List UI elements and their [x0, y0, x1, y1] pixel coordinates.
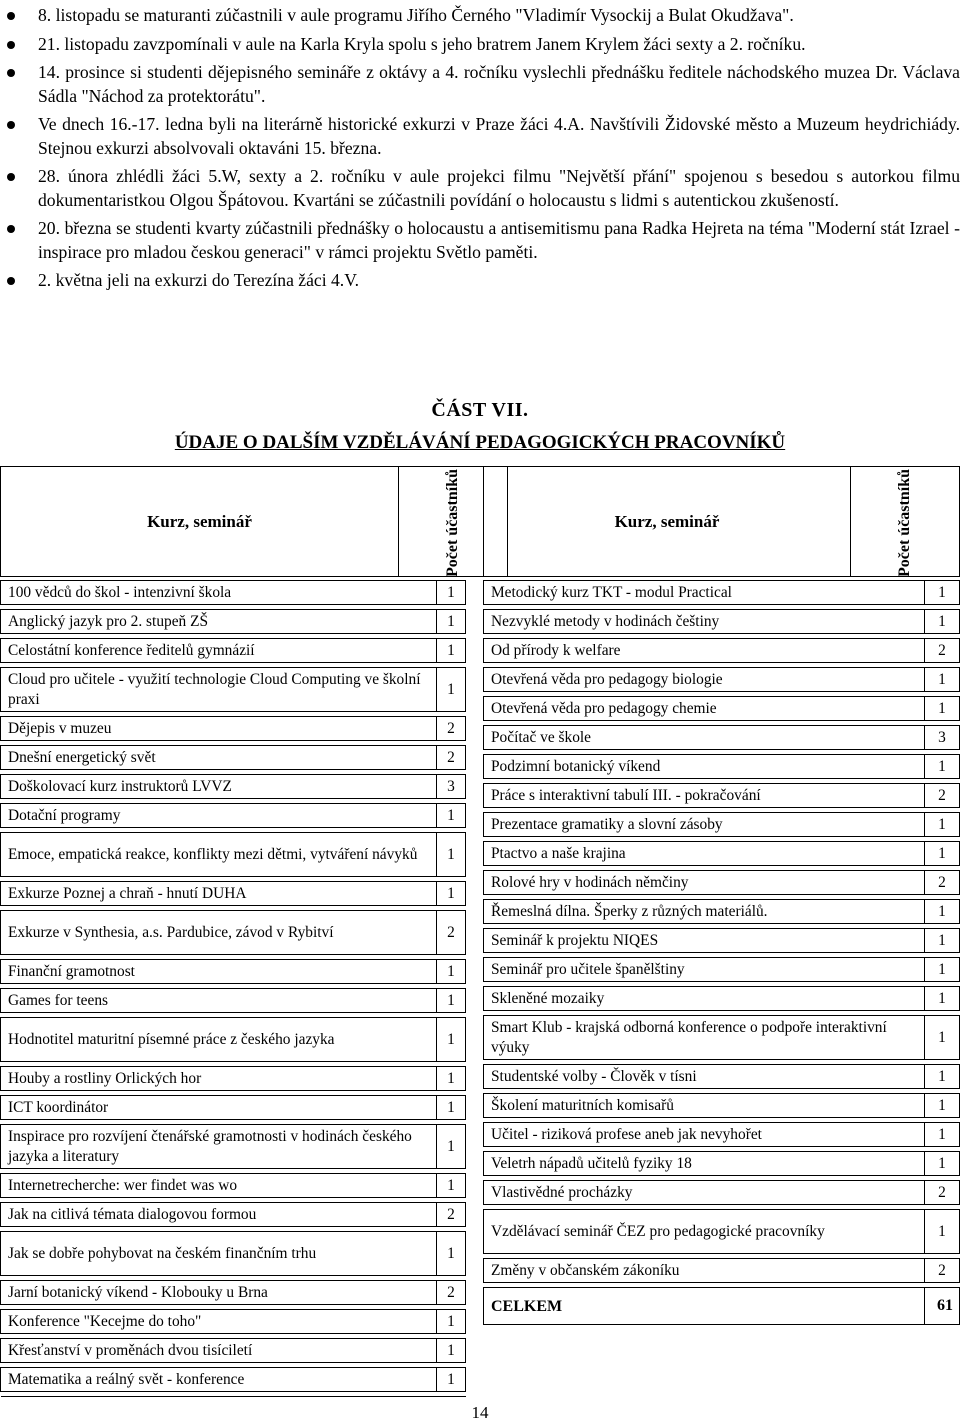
- gap-cell: [437, 1392, 466, 1397]
- course-name: Veletrh nápadů učitelů fyziky 18: [484, 1152, 925, 1176]
- participant-count: 1: [437, 1368, 466, 1392]
- table-row: [1, 989, 466, 1013]
- course-name: Internetrecherche: wer findet was wo: [1, 1174, 437, 1198]
- course-name: Rolové hry v hodinách němčiny: [484, 871, 925, 895]
- table-row: [1, 717, 466, 741]
- course-name: Smart Klub - krajská odborná konference o podpoře interaktivní výuky: [484, 1016, 925, 1060]
- course-name: Seminář pro učitele španělštiny: [484, 958, 925, 982]
- activity-item: [0, 61, 960, 108]
- table-row: [1, 960, 466, 984]
- participant-count: 1: [925, 610, 960, 634]
- participant-count: 1: [925, 842, 960, 866]
- course-name: Jarní botanický víkend - Klobouky u Brna: [1, 1281, 437, 1305]
- course-name: Studentské volby - Člověk v tísni: [484, 1065, 925, 1089]
- participant-count: 2: [925, 639, 960, 663]
- course-name: Jak se dobře pohybovat na českém finančním trhu: [1, 1232, 437, 1276]
- right-course-header: Kurz, seminář: [484, 467, 851, 577]
- bullet-icon: [7, 12, 15, 20]
- participant-count: 1: [437, 804, 466, 828]
- table-row: [1, 1310, 466, 1334]
- table-row: [1, 833, 466, 877]
- course-name: Cloud pro učitele - využití technologie Cloud Computing ve školní praxi: [1, 668, 437, 712]
- participant-count: 1: [437, 639, 466, 663]
- table-row: [484, 1123, 960, 1147]
- activity-item: [0, 33, 960, 57]
- table-row: [484, 871, 960, 895]
- table-row: [1, 1368, 466, 1392]
- participant-count: 1: [925, 958, 960, 982]
- participant-count: 2: [437, 746, 466, 770]
- table-row: [1, 746, 466, 770]
- course-name: Finanční gramotnost: [1, 960, 437, 984]
- activity-text: 2. května jeli na exkurzi do Terezína žáci 4.V.: [38, 270, 360, 290]
- activity-item: [0, 269, 960, 293]
- right-count-header: Počet účastníků: [851, 467, 960, 577]
- table-row: [484, 697, 960, 721]
- participant-count: 1: [925, 1065, 960, 1089]
- total-row: [484, 1288, 960, 1325]
- participant-count: 2: [925, 784, 960, 808]
- course-name: Matematika a reálný svět - konference: [1, 1368, 437, 1392]
- course-name: 100 vědců do škol - intenzivní škola: [1, 581, 437, 605]
- bullet-icon: [7, 69, 15, 77]
- course-name: Konference "Kecejme do toho": [1, 1310, 437, 1334]
- total-label: CELKEM: [484, 1288, 925, 1325]
- left-table-header: [0, 466, 508, 577]
- activity-text: 21. listopadu zavzpomínali v aule na Karla Kryla spolu s jeho bratrem Janem Krylem žáci sexty a 2. ročníku.: [38, 33, 806, 54]
- table-row: [484, 726, 960, 750]
- bullet-icon: [7, 225, 15, 233]
- course-name: Změny v občanském zákoníku: [484, 1259, 925, 1283]
- course-name: Exkurze Poznej a chraň - hnutí DUHA: [1, 882, 437, 906]
- activity-item: [0, 113, 960, 160]
- course-name: Počítač ve škole: [484, 726, 925, 750]
- table-row: [484, 987, 960, 1011]
- participant-count: 2: [925, 1181, 960, 1205]
- course-name: Dotační programy: [1, 804, 437, 828]
- table-row: [484, 1181, 960, 1205]
- participant-count: 3: [925, 726, 960, 750]
- participant-count: 1: [437, 833, 466, 877]
- bullet-icon: [7, 121, 15, 129]
- right-table-header: [483, 466, 960, 577]
- table-row: [1, 911, 466, 955]
- participant-count: 1: [437, 581, 466, 605]
- table-row: [484, 755, 960, 779]
- section-title: ÚDAJE O DALŠÍM VZDĚLÁVÁNÍ PEDAGOGICKÝCH PRACOVNÍKŮ: [174, 432, 786, 453]
- course-name: Křesťanství v proměnách dvou tisíciletí: [1, 1339, 437, 1363]
- activity-text: 14. prosince si studenti dějepisného semináře z oktávy a 4. ročníku vyslechli přednášku ředitele náchodského muzea Dr. Václava Sádla "Náchod za protektorátu".: [38, 62, 960, 106]
- course-name: Games for teens: [1, 989, 437, 1013]
- course-name: Od přírody k welfare: [484, 639, 925, 663]
- participant-count: 2: [437, 911, 466, 955]
- participant-count: 1: [437, 668, 466, 712]
- table-row: [1, 1018, 466, 1062]
- table-row: [484, 1016, 960, 1060]
- course-name: Doškolovací kurz instruktorů LVVZ: [1, 775, 437, 799]
- course-name: Vlastivědné procházky: [484, 1181, 925, 1205]
- course-name: Celostátní konference ředitelů gymnázií: [1, 639, 437, 663]
- table-row: [484, 610, 960, 634]
- table-row: [484, 1259, 960, 1283]
- participant-count: 1: [925, 1210, 960, 1254]
- participant-count: 2: [437, 1203, 466, 1227]
- activity-item: [0, 217, 960, 264]
- course-name: Inspirace pro rozvíjení čtenářské gramotnosti v hodinách českého jazyka a literatury: [1, 1125, 437, 1169]
- table-row: [484, 900, 960, 924]
- participant-count: 1: [437, 1018, 466, 1062]
- table-row: [484, 1094, 960, 1118]
- table-row: [484, 929, 960, 953]
- participant-count: 1: [925, 668, 960, 692]
- table-row: [484, 1152, 960, 1176]
- row-gap: [1, 1392, 466, 1397]
- participant-count: 1: [925, 1016, 960, 1060]
- participant-count: 1: [437, 610, 466, 634]
- gap-cell: [1, 1392, 437, 1397]
- table-row: [1, 610, 466, 634]
- participant-count: 1: [437, 989, 466, 1013]
- table-row: [1, 804, 466, 828]
- course-name: ICT koordinátor: [1, 1096, 437, 1120]
- section-part-heading: ČÁST VII.: [431, 399, 529, 421]
- course-name: Řemeslná dílna. Šperky z různých materiálů.: [484, 900, 925, 924]
- activity-list: [0, 0, 960, 298]
- participant-count: 1: [437, 960, 466, 984]
- participant-count: 1: [437, 1339, 466, 1363]
- table-row: [484, 784, 960, 808]
- course-name: Školení maturitních komisařů: [484, 1094, 925, 1118]
- table-row: [484, 958, 960, 982]
- participant-count: 1: [925, 813, 960, 837]
- participant-count: 2: [437, 1281, 466, 1305]
- participant-count: 1: [437, 882, 466, 906]
- table-row: [1, 1281, 466, 1305]
- course-name: Dnešní energetický svět: [1, 746, 437, 770]
- participant-count: 1: [925, 900, 960, 924]
- course-name: Prezentace gramatiky a slovní zásoby: [484, 813, 925, 837]
- table-row: [1, 1067, 466, 1091]
- participant-count: 1: [437, 1096, 466, 1120]
- course-name: Učitel - riziková profese aneb jak nevyhořet: [484, 1123, 925, 1147]
- table-row: [484, 668, 960, 692]
- activity-text: 8. listopadu se maturanti zúčastnili v aule programu Jiřího Černého "Vladimír Vysockij a Bulat Okudžava".: [38, 5, 794, 25]
- participant-count: 1: [925, 581, 960, 605]
- participant-count: 1: [925, 1152, 960, 1176]
- table-row: [1, 1203, 466, 1227]
- activity-item: [0, 165, 960, 212]
- course-name: Nezvyklé metody v hodinách češtiny: [484, 610, 925, 634]
- participant-count: 1: [925, 929, 960, 953]
- participant-count: 1: [925, 697, 960, 721]
- right-course-table: [483, 580, 960, 1325]
- page-number: 14: [471, 1403, 489, 1422]
- course-name: Vzdělávací seminář ČEZ pro pedagogické pracovníky: [484, 1210, 925, 1254]
- table-row: [484, 842, 960, 866]
- table-row: [1, 775, 466, 799]
- table-row: [1, 1339, 466, 1363]
- participant-count: 1: [437, 1310, 466, 1334]
- course-name: Skleněné mozaiky: [484, 987, 925, 1011]
- course-name: Ptactvo a naše krajina: [484, 842, 925, 866]
- course-name: Exkurze v Synthesia, a.s. Pardubice, závod v Rybitví: [1, 911, 437, 955]
- participant-count: 1: [925, 1123, 960, 1147]
- participant-count: 3: [437, 775, 466, 799]
- participant-count: 1: [437, 1125, 466, 1169]
- participant-count: 1: [437, 1174, 466, 1198]
- table-row: [484, 1065, 960, 1089]
- course-name: Anglický jazyk pro 2. stupeň ZŠ: [1, 610, 437, 634]
- participant-count: 1: [437, 1232, 466, 1276]
- table-row: [1, 1232, 466, 1276]
- participant-count: 1: [925, 1094, 960, 1118]
- left-count-header: Počet účastníků: [399, 467, 508, 577]
- course-name: Práce s interaktivní tabulí III. - pokračování: [484, 784, 925, 808]
- table-row: [484, 581, 960, 605]
- table-row: [1, 639, 466, 663]
- table-row: [1, 1096, 466, 1120]
- left-course-table: [0, 580, 466, 1397]
- participant-count: 2: [437, 717, 466, 741]
- bullet-icon: [7, 173, 15, 181]
- participant-count: 1: [925, 755, 960, 779]
- course-name: Hodnotitel maturitní písemné práce z českého jazyka: [1, 1018, 437, 1062]
- course-name: Otevřená věda pro pedagogy biologie: [484, 668, 925, 692]
- table-row: [484, 1210, 960, 1254]
- activity-text: 28. února zhlédli žáci 5.W, sexty a 2. ročníku v aule projekci filmu "Největší přání" spojenou s besedou s autorkou filmu dokumentaristkou Olgou Špátovou. Kvartáni se zúčastnili povídání o holocaustu s lidmi s autentickou zkušeností.: [38, 166, 960, 210]
- course-name: Dějepis v muzeu: [1, 717, 437, 741]
- course-name: Metodický kurz TKT - modul Practical: [484, 581, 925, 605]
- table-row: [1, 882, 466, 906]
- bullet-icon: [7, 41, 15, 49]
- participant-count: 1: [925, 987, 960, 1011]
- activity-item: [0, 4, 960, 28]
- bullet-icon: [7, 277, 15, 285]
- course-name: Otevřená věda pro pedagogy chemie: [484, 697, 925, 721]
- table-row: [1, 1125, 466, 1169]
- table-row: [1, 668, 466, 712]
- table-row: [1, 581, 466, 605]
- participant-count: 2: [925, 1259, 960, 1283]
- activity-text: Ve dnech 16.-17. ledna byli na literárně historické exkurzi v Praze žáci 4.A. Navštívili Židovské město a Muzeum heydrichiády. Stejnou exkurzi absolvovali oktaváni 15. března.: [38, 114, 960, 158]
- total-value: 61: [925, 1288, 960, 1325]
- participant-count: 2: [925, 871, 960, 895]
- activity-text: 20. března se studenti kvarty zúčastnili přednášky o holocaustu a antisemitismu pana Radka Hejreta na téma "Moderní stát Izrael - inspirace pro mladou českou generaci" v rámci projektu Světlo paměti.: [38, 218, 960, 262]
- course-name: Podzimní botanický víkend: [484, 755, 925, 779]
- left-course-header: Kurz, seminář: [1, 467, 399, 577]
- table-row: [484, 639, 960, 663]
- course-name: Jak na citlivá témata dialogovou formou: [1, 1203, 437, 1227]
- table-row: [1, 1174, 466, 1198]
- course-name: Houby a rostliny Orlických hor: [1, 1067, 437, 1091]
- participant-count: 1: [437, 1067, 466, 1091]
- table-row: [484, 813, 960, 837]
- course-name: Seminář k projektu NIQES: [484, 929, 925, 953]
- course-name: Emoce, empatická reakce, konflikty mezi dětmi, vytváření návyků: [1, 833, 437, 877]
